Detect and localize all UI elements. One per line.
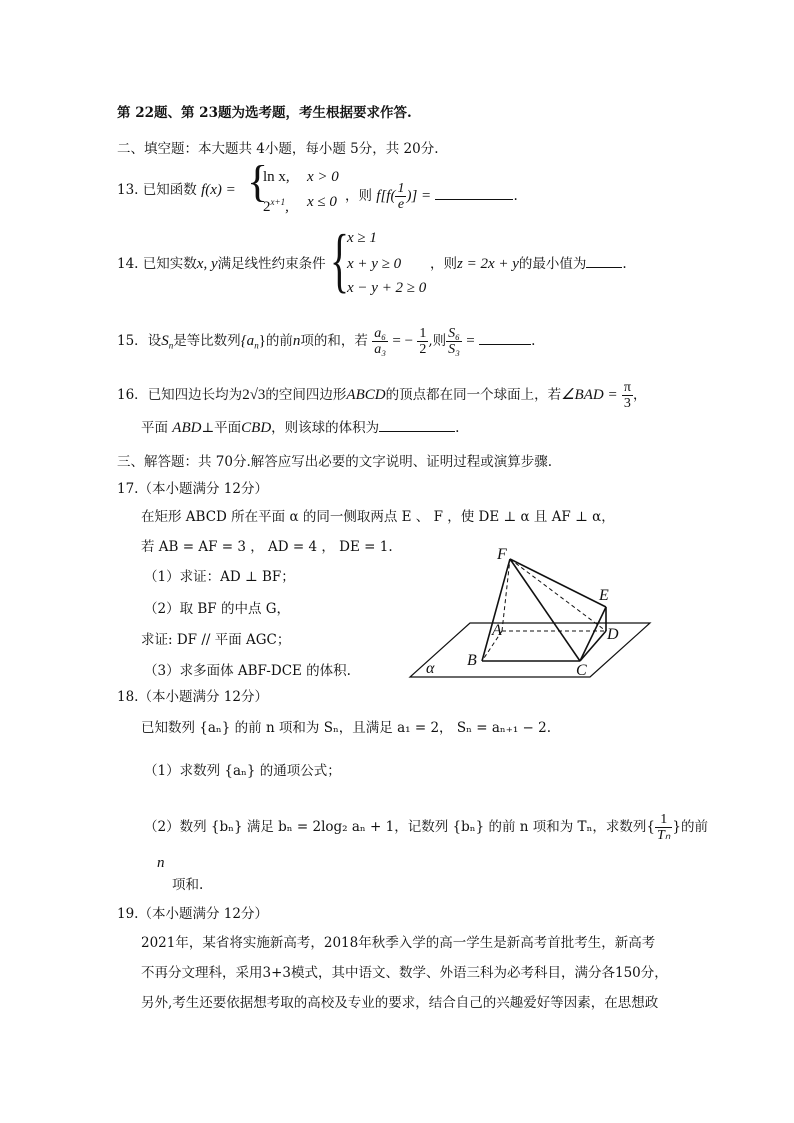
q18-part-1: （1）求数列 {aₙ} 的通项公式； (144, 763, 341, 779)
q13-brace: { (247, 157, 269, 206)
q13-number: 13. (117, 182, 139, 198)
q16-plane-2: CBD (241, 420, 272, 436)
q16-angle: ∠BAD = (561, 387, 618, 403)
q14-constraint-1: x ≥ 1 (347, 230, 377, 246)
q16-text-c: 的顶点都在同一个球面上，若 (385, 387, 562, 403)
section-3-title: 三、解答题：共 70分.解答应写出必要的文字说明、证明过程或演算步骤. (117, 454, 553, 470)
q16-answer-blank[interactable] (379, 419, 455, 432)
q15-text-a: 设 (147, 333, 162, 349)
label-B: B (467, 652, 477, 669)
q15-seq: {a (240, 333, 255, 349)
q14-constraint-2: x + y ≥ 0 (347, 256, 402, 272)
q15-answer-blank[interactable] (479, 332, 531, 345)
q15-end: . (531, 333, 536, 349)
q18-tail: 项和. (172, 877, 204, 893)
q15-text-d: 项的和，若 (300, 333, 368, 349)
q16-number: 16． (117, 387, 148, 403)
q15-frac-half: $\frac{1}{2}$ (419, 326, 427, 357)
q16-line2-b: ，则该球的体积为 (271, 420, 380, 436)
q19-line-1: 2021年，某省将实施新高考，2018年秋季入学的高一学生是新高考首批考生，新高考 (141, 935, 656, 951)
q13-text-b: ，则 (345, 188, 372, 204)
q15-frac-a6-a3: $\frac{\text{a₆}}{\text{a₃}}$ (374, 326, 387, 357)
q19-line-2: 不再分文理科，采用3+3模式，其中语文、数学、外语三科为必考科目，满分各150分， (141, 965, 668, 981)
edge-EC (580, 607, 606, 661)
q13-ask-frac: $\frac{1}{e}$ (397, 181, 405, 212)
q13-function: f(x) = (201, 182, 236, 198)
q17-part-2: （2）取 BF 的中点 G， (144, 601, 291, 617)
exam-note: 第 22题、第 23题为选考题，考生根据要求作答. (117, 105, 412, 121)
q15-seq-end: } (258, 333, 266, 349)
q18-part-2-end: }的前 (672, 819, 708, 835)
q15-eq2: = (466, 333, 475, 349)
q17-line-2: 若 AB = AF = 3 ， AD = 4 ， DE = 1. (141, 539, 393, 555)
q13-case1-cond: x > 0 (307, 169, 339, 185)
q14-answer-blank[interactable] (586, 255, 622, 268)
edge-FD (510, 559, 606, 631)
q13-ask-pre: f[f( (376, 188, 396, 204)
q14-text-d: 的最小值为 (518, 256, 587, 272)
q15-frac-s6-s3: $\frac{\text{S₆}}{\text{S₃}}$ (448, 326, 460, 357)
q16-comma: ， (632, 387, 647, 403)
q13-case2-exp: x+1 (270, 197, 286, 207)
q18-heading: 18.（本小题满分 12分） (117, 689, 268, 705)
q14-text-c: ，则 (430, 256, 457, 272)
q15-eq: = − (392, 333, 414, 349)
q18-part-2: （2）数列 {bₙ} 满足 bₙ = 2log₂ aₙ + 1，记数列 {bₙ} 的前 n 项和为 Tₙ，求数列{ (144, 819, 655, 835)
q15-text-b: 是等比数列 (173, 333, 241, 349)
q16-end: . (455, 420, 460, 436)
q16-length: 2√3 (242, 387, 266, 403)
q13-answer-blank[interactable] (435, 187, 513, 200)
q16-text-a: 已知四边长均为 (147, 387, 243, 403)
edge-FC (510, 559, 580, 661)
question-15 (117, 326, 535, 357)
q13-case1-expr: ln x, (263, 169, 290, 185)
q15-n: n (292, 333, 301, 349)
label-C: C (576, 662, 587, 679)
q17-line-1: 在矩形 ABCD 所在平面 α 的同一侧取两点 E 、 F ，使 DE ⊥ α 且 AF ⊥ α， (141, 509, 615, 525)
q14-text-b: 满足线性约束条件 (217, 256, 326, 272)
q14-vars: x, y (196, 256, 218, 272)
q15-sn-sub: n (168, 340, 174, 351)
q16-text-b: 的空间四边形 (265, 387, 347, 403)
q19-heading: 19.（本小题满分 12分） (117, 906, 268, 922)
q15-text-c: 的前 (265, 333, 293, 349)
q13-case2-cond: x ≤ 0 (307, 194, 337, 210)
q15-seq-sub: n (254, 340, 259, 351)
edge-AF (502, 559, 510, 631)
label-D: D (607, 626, 619, 643)
q16-quad: ABCD (346, 387, 386, 403)
q14-objective: z = 2x + y (457, 256, 519, 272)
q17-figure (408, 545, 668, 685)
q14-constraint-3: x − y + 2 ≥ 0 (347, 280, 427, 296)
q13-case2-base: 2 (263, 199, 271, 215)
q18-frac-1-Tn: $\frac{1}{\text{Tₙ}}$ (657, 812, 671, 843)
q16-angle-frac: $\frac{\pi}{3}$ (623, 380, 631, 411)
edge-BF (482, 559, 510, 661)
q14-brace: { (330, 220, 350, 300)
q13-end: . (513, 188, 518, 204)
q14-text-a: 已知实数 (142, 256, 197, 272)
q18-line-1: 已知数列 {aₙ} 的前 n 项和为 Sₙ，且满足 a₁ = 2， Sₙ = aₙ₊₁ − 2. (141, 720, 552, 736)
edge-FE (510, 559, 606, 607)
q15-text-e: ,则 (428, 333, 447, 349)
q16-line2-a: 平面 (141, 420, 168, 436)
label-alpha: α (426, 660, 435, 677)
q16-plane-1: ABD (172, 420, 202, 436)
label-A: A (492, 622, 502, 639)
q13-ask-post: )] = (406, 188, 432, 204)
q17-part-1: （1）求证：AD ⊥ BF； (144, 569, 295, 585)
q17-part-2b: 求证: DF // 平面 AGC； (141, 632, 291, 648)
label-E: E (599, 587, 609, 604)
q13-text: 已知函数 (142, 182, 197, 198)
q14-end: . (622, 256, 627, 272)
q18-n: n (157, 855, 165, 871)
q17-heading: 17.（本小题满分 12分） (117, 481, 268, 497)
q15-number: 15． (117, 333, 148, 349)
q19-line-3: 另外,考生还要依据想考取的高校及专业的要求，结合自己的兴趣爱好等因素，在思想政 (141, 995, 659, 1011)
q14-number: 14. (117, 256, 139, 272)
q16-perp: ⊥平面 (201, 420, 242, 436)
q17-part-3: （3）求多面体 ABF-DCE 的体积. (144, 663, 351, 679)
section-2-title: 二、填空题：本大题共 4小题，每小题 5分，共 20分. (117, 141, 439, 157)
label-F: F (497, 546, 507, 563)
q13-case2-tail: , (285, 199, 289, 215)
q15-sn: S (161, 333, 169, 349)
